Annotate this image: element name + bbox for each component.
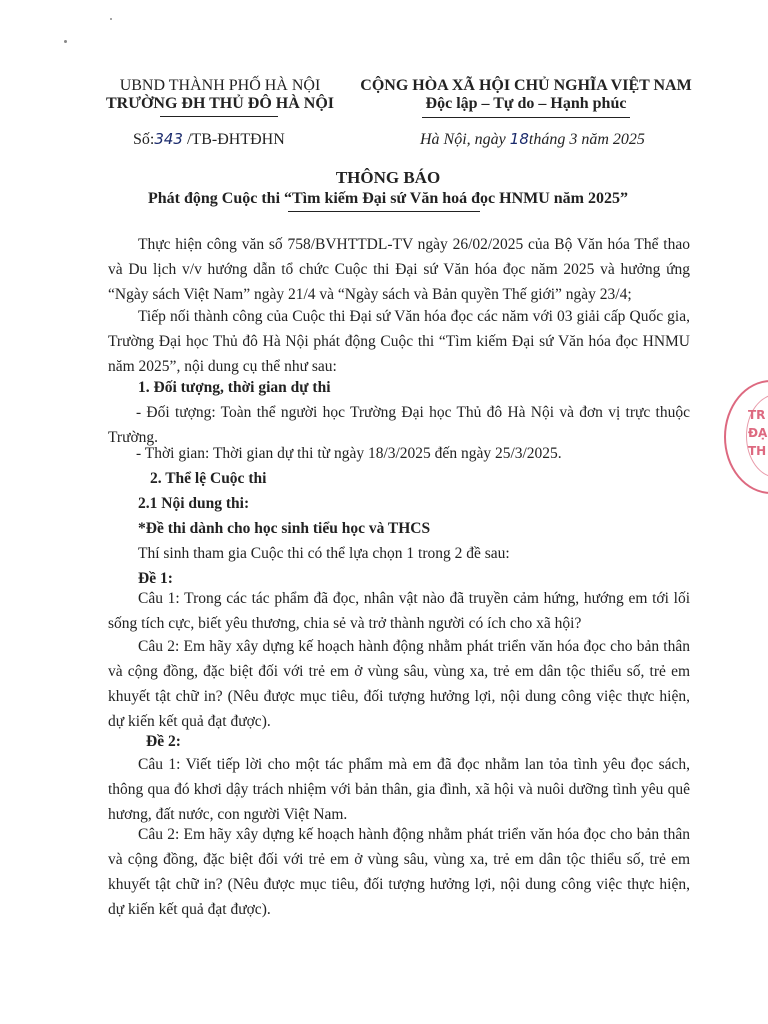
subtitle-underline [288,211,480,212]
exam-2-question-2: Câu 2: Em hãy xây dựng kế hoạch hành động nhằm phát triển văn hóa đọc cho bản thân và cộng đồng, đặc biệt đối với trẻ em ở vùng sâu, vùng xa, trẻ em dân tộc thiểu số, trẻ em khuyết tật chữ in? (Nêu được mục tiêu, đối tượng hưởng lợi, nội dung công việc thực hiện, dự kiến kết quả đạt được). [108,826,690,918]
paragraph-target: - Đối tượng: Toàn thể người học Trường Đại học Thủ đô Hà Nội và đơn vị trực thuộc Trường. [108,404,690,446]
scan-speck [64,40,67,43]
scan-speck [110,18,112,20]
exam-1-heading: Đề 1: [138,570,173,587]
doc-title: THÔNG BÁO [335,168,441,187]
doc-number-handwritten: 343 [154,130,183,148]
exam-2-question-1: Câu 1: Viết tiếp lời cho một tác phẩm mà em đã đọc nhằm lan tỏa tình yêu đọc sách, thông qua đó khơi dậy trách nhiệm với bản thân, gia đình, xã hội và nuôi dưỡng tình yêu quê hương, đất nước, con người Việt Nam. [108,756,690,823]
seal-text-3: TH [748,444,767,458]
org-underline [160,116,278,117]
paragraph-time: - Thời gian: Thời gian dự thi từ ngày 18/3/2025 đến ngày 25/3/2025. [136,445,562,462]
section-heading-2-1: 2.1 Nội dung thi: [138,495,250,512]
doc-number [133,129,285,150]
motto-underline [422,117,630,118]
exam-2-heading: Đề 2: [146,733,181,750]
doc-number-suffix: /TB-ĐHTĐHN [186,131,285,148]
doc-date [420,129,645,150]
date-prefix: Hà Nội, ngày [420,131,506,148]
section-heading-2: 2. Thể lệ Cuộc thi [150,470,267,487]
doc-number-prefix: Số: [133,131,155,148]
seal-text-1: TR [748,408,766,422]
date-handwritten: 18 [509,130,529,148]
national-title: CỘNG HÒA XÃ HỘI CHỦ NGHĨA VIỆT NAM [360,77,692,94]
exam-1-question-2: Câu 2: Em hãy xây dựng kế hoạch hành động nhằm phát triển văn hóa đọc cho bản thân và cộng đồng, đặc biệt đối với trẻ em ở vùng sâu, vùng xa, trẻ em dân tộc thiểu số, trẻ em khuyết tật chữ in? (Nêu được mục tiêu, đối tượng hưởng lợi, nội dung công việc thực hiện, dự kiến kết quả đạt được). [108,638,690,730]
exam-1-question-1: Câu 1: Trong các tác phẩm đã đọc, nhân vật nào đã truyền cảm hứng, hướng em tới lối sống tích cực, biết yêu thương, chia sẻ và trở thành người có ích cho xã hội? [108,590,690,632]
official-seal [724,380,768,494]
date-suffix: tháng 3 năm 2025 [528,131,645,148]
national-motto: Độc lập – Tự do – Hạnh phúc [425,95,627,112]
section-heading-1: 1. Đối tượng, thời gian dự thi [138,379,331,396]
section-heading-exam: *Đề thi dành cho học sinh tiểu học và THCS [138,520,431,537]
org-name-line2: TRƯỜNG ĐH THỦ ĐÔ HÀ NỘI [105,95,334,112]
org-name-line1: UBND THÀNH PHỐ HÀ NỘI [119,77,321,94]
doc-subtitle: Phát động Cuộc thi “Tìm kiếm Đại sứ Văn hoá đọc HNMU năm 2025” [147,190,628,207]
paragraph-choice: Thí sinh tham gia Cuộc thi có thể lựa chọn 1 trong 2 đề sau: [138,545,510,562]
paragraph-continuation: Tiếp nối thành công của Cuộc thi Đại sứ Văn hóa đọc các năm với 03 giải cấp Quốc gia, Trường Đại học Thủ đô Hà Nội phát động Cuộc thi “Tìm kiếm Đại sứ Văn hóa đọc HNMU năm 2025”, nội dung cụ thể như sau: [108,308,690,375]
paragraph-intro: Thực hiện công văn số 758/BVHTTDL-TV ngày 26/02/2025 của Bộ Văn hóa Thể thao và Du lịch v/v hướng dẫn tổ chức Cuộc thi Đại sứ Văn hóa đọc năm 2025 và hưởng ứng “Ngày sách Việt Nam” ngày 21/4 và “Ngày sách và Bản quyền Thế giới” ngày 23/4; [108,236,690,303]
seal-text-2: ĐẠ [748,426,768,440]
